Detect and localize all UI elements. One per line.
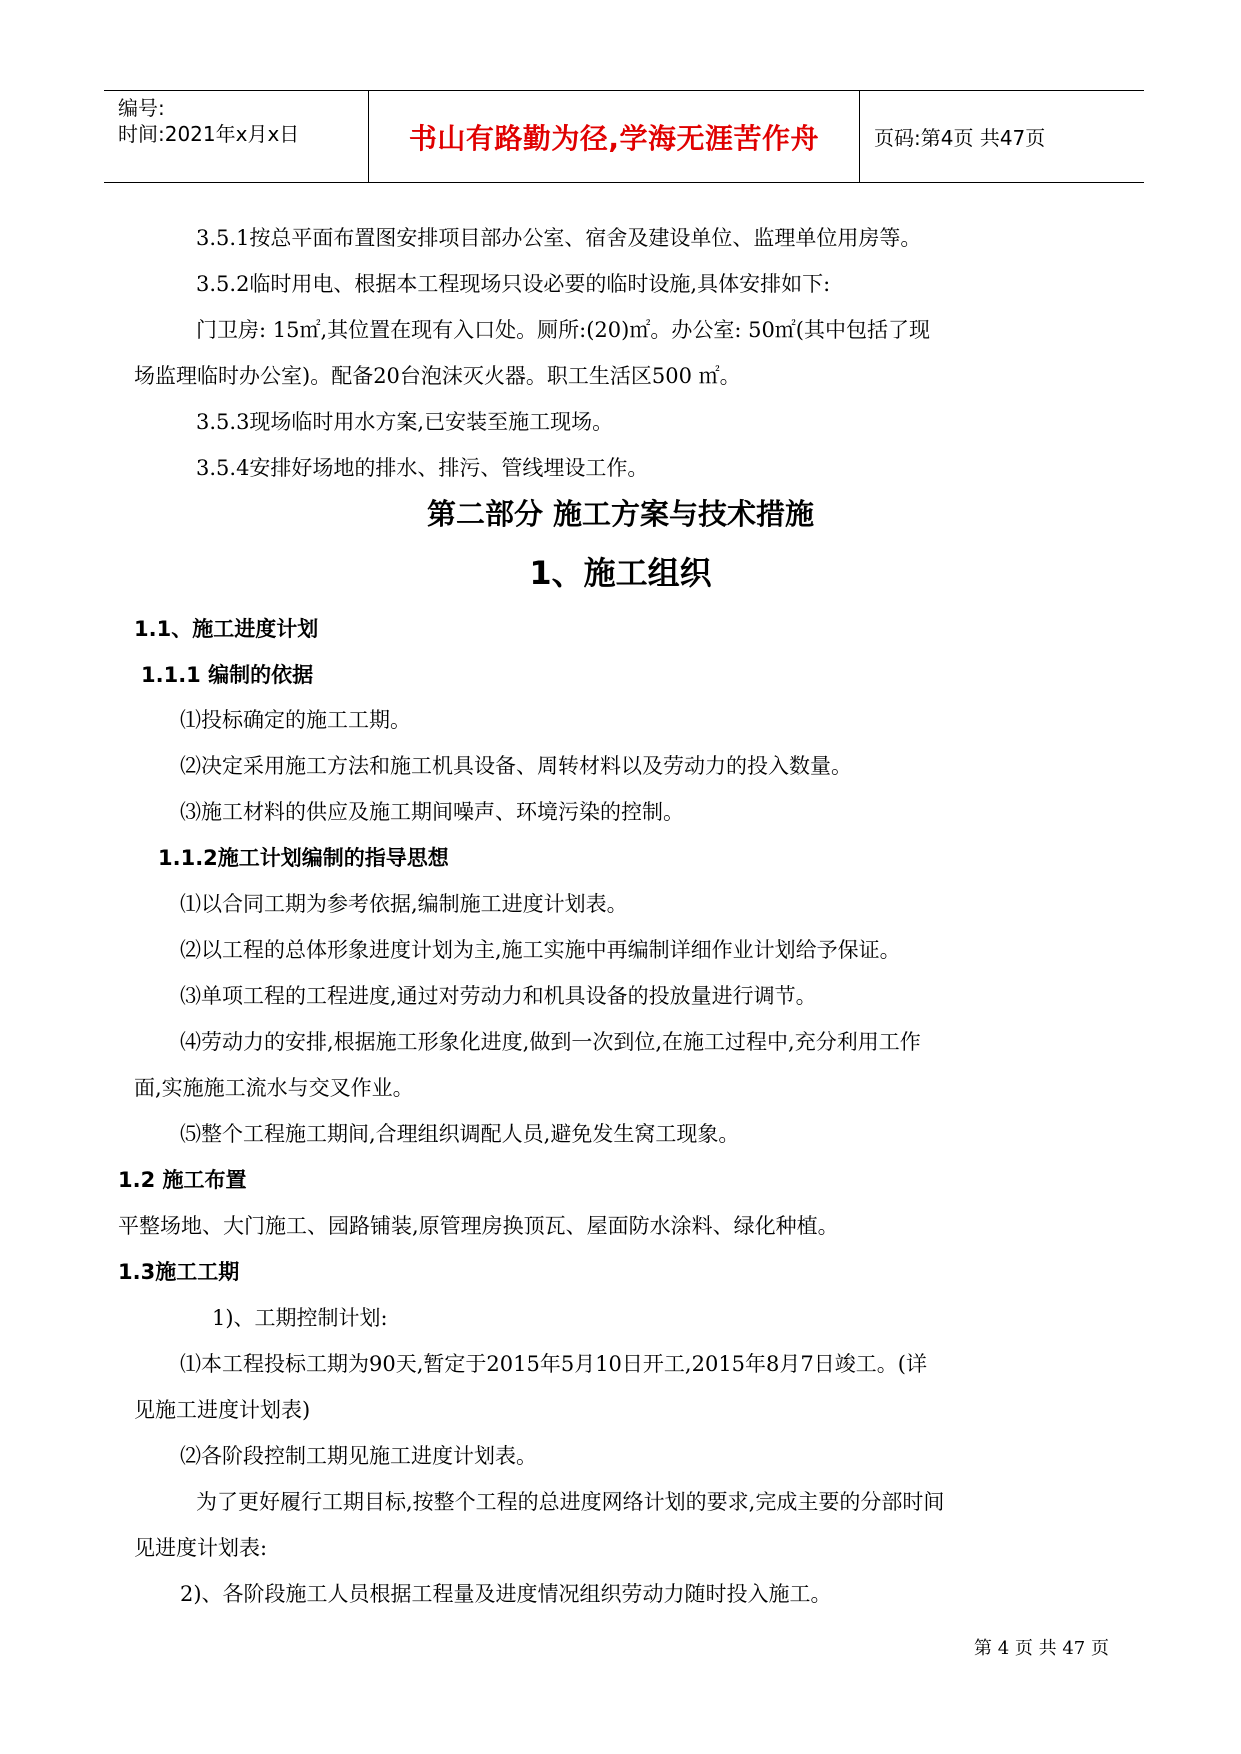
header-page-label: 页码:第4页 共47页: [874, 126, 1046, 150]
header-time-label: 时间:2021年x月x日: [118, 122, 300, 146]
list-item-guide-4-line2: 面,实施施工流水与交叉作业。: [134, 1076, 414, 1100]
paragraph-facilities-line2: 场监理临时办公室)。配备20台泡沫灭火器。职工生活区500 ㎡。: [134, 364, 741, 388]
list-item-schedule-1-line2: 见施工进度计划表): [134, 1398, 311, 1422]
list-item-schedule-1-line1: ⑴本工程投标工期为90天,暂定于2015年5月10日开工,2015年8月7日竣工。(详: [180, 1352, 927, 1376]
paragraph-layout: 平整场地、大门施工、园路铺装,原管理房换顶瓦、屋面防水涂料、绿化种植。: [118, 1214, 839, 1238]
list-item-guide-5: ⑸整个工程施工期间,合理组织调配人员,避免发生窝工现象。: [180, 1122, 740, 1146]
paragraph-goal-line1: 为了更好履行工期目标,按整个工程的总进度网络计划的要求,完成主要的分部时间: [196, 1490, 945, 1514]
list-item-guide-3: ⑶单项工程的工程进度,通过对劳动力和机具设备的投放量进行调节。: [180, 984, 817, 1008]
list-item-schedule-control: 1)、工期控制计划:: [212, 1306, 388, 1330]
paragraph-3-5-2: 3.5.2临时用电、根据本工程现场只设必要的临时设施,具体安排如下:: [196, 272, 831, 296]
heading-1-1-2: 1.1.2施工计划编制的指导思想: [158, 846, 449, 870]
list-item-basis-1: ⑴投标确定的施工工期。: [180, 708, 411, 732]
paragraph-3-5-4: 3.5.4安排好场地的排水、排污、管线埋设工作。: [196, 456, 649, 480]
heading-1-1: 1.1、施工进度计划: [134, 617, 319, 641]
heading-1-3: 1.3施工工期: [118, 1260, 240, 1284]
list-item-guide-4-line1: ⑷劳动力的安排,根据施工形象化进度,做到一次到位,在施工过程中,充分利用工作: [180, 1030, 921, 1054]
list-item-basis-3: ⑶施工材料的供应及施工期间噪声、环境污染的控制。: [180, 800, 684, 824]
list-item-staffing: 2)、各阶段施工人员根据工程量及进度情况组织劳动力随时投入施工。: [180, 1582, 832, 1606]
list-item-schedule-2: ⑵各阶段控制工期见施工进度计划表。: [180, 1444, 537, 1468]
paragraph-goal-line2: 见进度计划表:: [134, 1536, 268, 1560]
header-motto: 书山有路勤为径,学海无涯苦作舟: [369, 91, 860, 182]
paragraph-3-5-3: 3.5.3现场临时用水方案,已安装至施工现场。: [196, 410, 614, 434]
part-title: 第二部分 施工方案与技术措施: [426, 497, 815, 531]
page-footer: 第 4 页 共 47 页: [974, 1638, 1109, 1659]
paragraph-3-5-1: 3.5.1按总平面布置图安排项目部办公室、宿舍及建设单位、监理单位用房等。: [196, 226, 922, 250]
list-item-guide-2: ⑵以工程的总体形象进度计划为主,施工实施中再编制详细作业计划给予保证。: [180, 938, 901, 962]
header-meta: [104, 91, 369, 182]
header-number-label: 编号:: [118, 96, 165, 120]
list-item-basis-2: ⑵决定采用施工方法和施工机具设备、周转材料以及劳动力的投入数量。: [180, 754, 852, 778]
heading-1-1-1: 1.1.1 编制的依据: [141, 663, 314, 687]
paragraph-facilities-line1: 门卫房: 15㎡,其位置在现有入口处。厕所:(20)㎡。办公室: 50㎡(其中包括了现: [196, 318, 930, 342]
list-item-guide-1: ⑴以合同工期为参考依据,编制施工进度计划表。: [180, 892, 628, 916]
heading-1-2: 1.2 施工布置: [118, 1168, 247, 1192]
section-title: 1、施工组织: [529, 554, 712, 592]
document-header: [104, 90, 1144, 183]
